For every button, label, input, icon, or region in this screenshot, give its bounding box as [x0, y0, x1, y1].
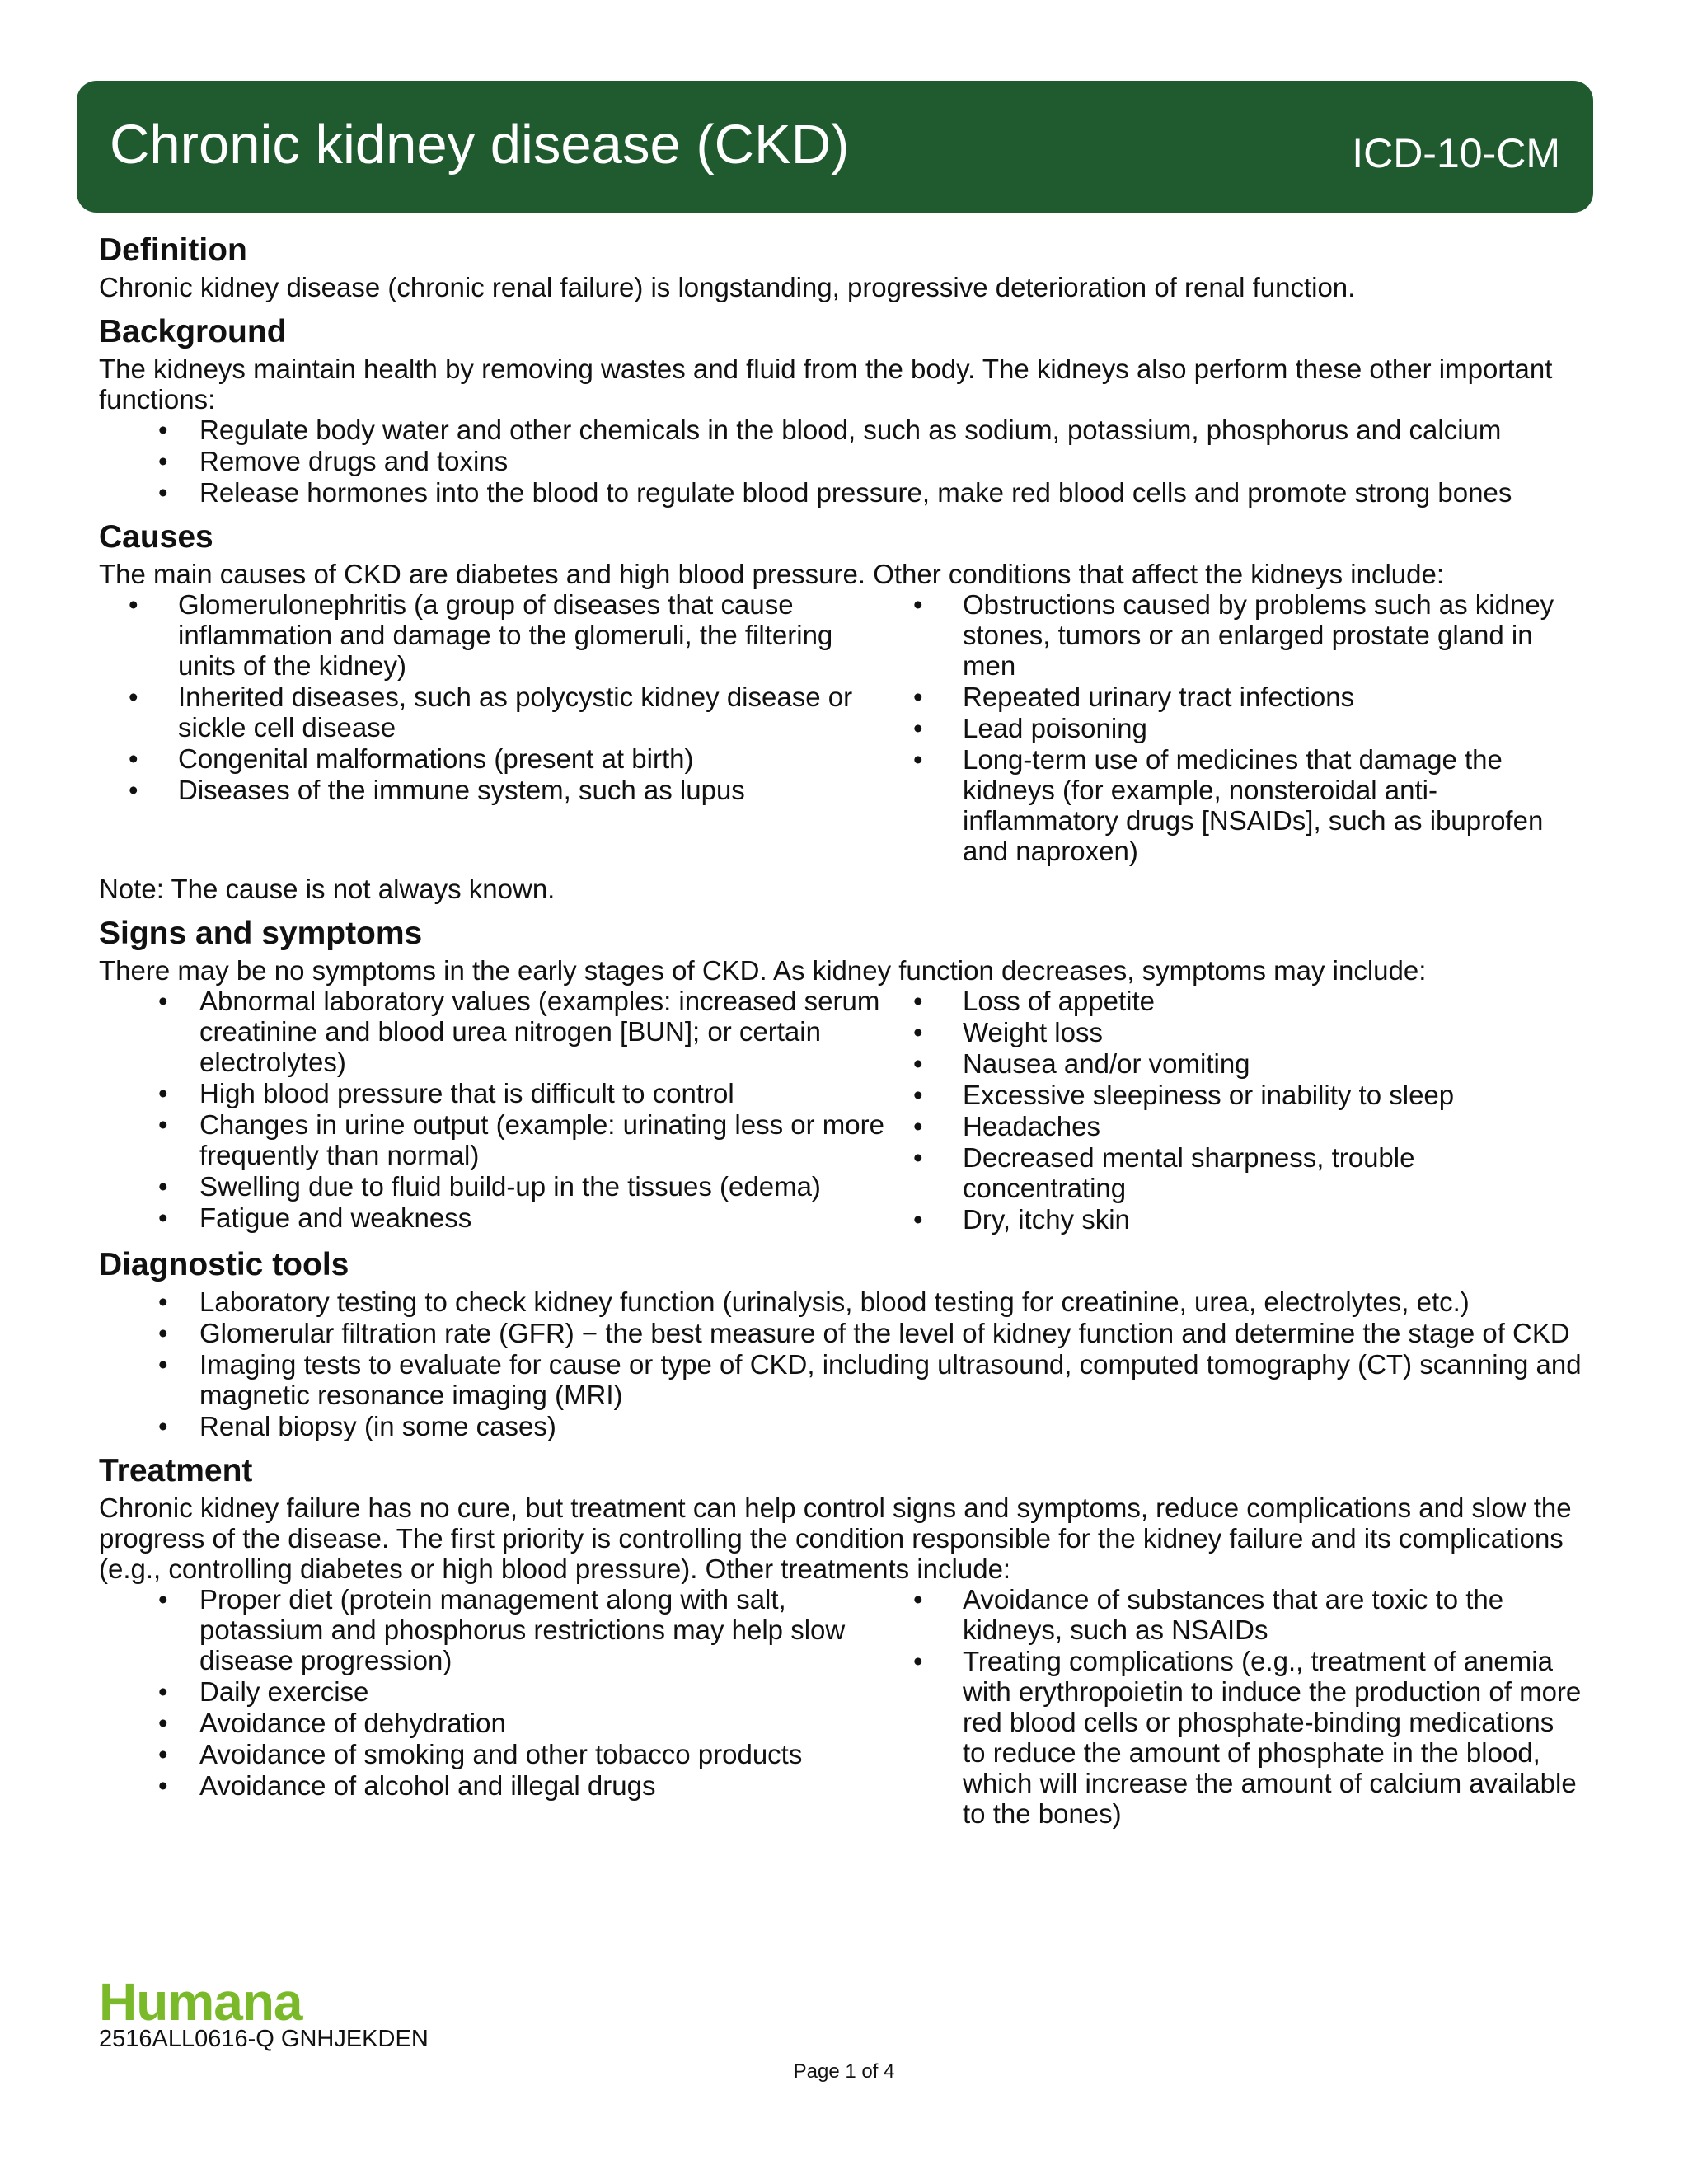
two-column-list — [99, 986, 1582, 1235]
list-item: • Weight loss — [890, 1017, 1582, 1047]
list-item: • Glomerulonephritis (a group of diseases that cause inflammation and damage to the glomeruli, the filtering units of the kidney) — [99, 589, 890, 681]
list-item: • Glomerular filtration rate (GFR) − the best measure of the level of kidney function and determine the stage of CKD — [99, 1318, 1582, 1348]
two-column-list — [99, 1584, 1582, 1830]
causes-section — [99, 518, 1582, 904]
signs-section — [99, 914, 1582, 1235]
list-item: • Inherited diseases, such as polycystic kidney disease or sickle cell disease — [99, 682, 890, 743]
bullet-list — [99, 415, 1582, 508]
list-item: • Swelling due to fluid build-up in the tissues (edema) — [99, 1171, 890, 1202]
list-item: • Proper diet (protein management along with salt, potassium and phosphorus restrictions may help slow disease progression) — [99, 1584, 890, 1675]
definition-section — [99, 231, 1582, 302]
section-heading: Background — [99, 314, 287, 349]
title-banner — [77, 81, 1593, 213]
section-heading: Causes — [99, 519, 213, 555]
bullet-list-right — [890, 1584, 1582, 1830]
list-item: • Imaging tests to evaluate for cause or type of CKD, including ultrasound, computed tomography (CT) scanning and magnetic resonance imaging (MRI) — [99, 1349, 1582, 1410]
list-item: • High blood pressure that is difficult to control — [99, 1078, 890, 1108]
list-item: • Obstructions caused by problems such as kidney stones, tumors or an enlarged prostate gland in men — [890, 589, 1582, 681]
list-item: • Treating complications (e.g., treatment of anemia with erythropoietin to induce the production of more red blood cells or phosphate-binding medications to reduce the amount of phosphate in the blood, which will increase the amount of calcium available to the bones) — [890, 1646, 1582, 1829]
section-heading: Signs and symptoms — [99, 916, 423, 951]
causes-intro: The main causes of CKD are diabetes and high blood pressure. Other conditions that affect the kidneys include: — [99, 559, 1445, 589]
list-item: • Decreased mental sharpness, trouble concentrating — [890, 1142, 1582, 1203]
page-number: Page 1 of 4 — [793, 2060, 895, 2083]
list-item: • Renal biopsy (in some cases) — [99, 1411, 1582, 1441]
signs-intro: There may be no symptoms in the early stages of CKD. As kidney function decreases, symptoms may include: — [99, 955, 1427, 986]
list-item: • Loss of appetite — [890, 986, 1582, 1016]
list-item: • Repeated urinary tract infections — [890, 682, 1582, 712]
section-heading: Definition — [99, 232, 247, 268]
bullet-list-right — [890, 589, 1582, 867]
list-item: • Regulate body water and other chemicals in the blood, such as sodium, potassium, phosphorus and calcium — [99, 415, 1582, 445]
section-heading: Diagnostic tools — [99, 1247, 349, 1282]
bullet-list-left — [99, 1584, 890, 1830]
list-item: • Abnormal laboratory values (examples: increased serum creatinine and blood urea nitrogen [BUN]; or certain electrolytes) — [99, 986, 890, 1077]
list-item: • Nausea and/or vomiting — [890, 1048, 1582, 1079]
list-item: • Remove drugs and toxins — [99, 446, 1582, 476]
background-intro: The kidneys maintain health by removing wastes and fluid from the body. The kidneys also perform these other important functions: — [99, 354, 1553, 415]
diagnostic-section — [99, 1245, 1582, 1441]
page-title: Chronic kidney disease (CKD) — [110, 114, 850, 176]
list-item: • Changes in urine output (example: urinating less or more frequently than normal) — [99, 1109, 890, 1170]
list-item: • Diseases of the immune system, such as lupus — [99, 775, 890, 805]
causes-note: Note: The cause is not always known. — [99, 874, 556, 904]
treatment-section — [99, 1451, 1582, 1830]
section-heading: Treatment — [99, 1453, 253, 1488]
list-item: • Release hormones into the blood to regulate blood pressure, make red blood cells and promote strong bones — [99, 477, 1582, 508]
list-item: • Avoidance of substances that are toxic to the kidneys, such as NSAIDs — [890, 1584, 1582, 1645]
treatment-intro: Chronic kidney failure has no cure, but treatment can help control signs and symptoms, reduce complications and slow the progress of the disease. The first priority is controlling the condition responsible for the kidney failure and its complications (e.g., controlling diabetes or high blood pressure). Other treatments include: — [99, 1493, 1572, 1584]
list-item: • Dry, itchy skin — [890, 1204, 1582, 1235]
list-item: • Lead poisoning — [890, 713, 1582, 743]
list-item: • Avoidance of alcohol and illegal drugs — [99, 1770, 890, 1801]
list-item: • Avoidance of smoking and other tobacco products — [99, 1739, 890, 1769]
bullet-list-left — [99, 986, 890, 1235]
list-item: • Laboratory testing to check kidney function (urinalysis, blood testing for creatinine, urea, electrolytes, etc.) — [99, 1286, 1582, 1317]
document-body — [99, 231, 1582, 1840]
bullet-list — [99, 1286, 1582, 1441]
bullet-list-left — [99, 589, 890, 867]
list-item: • Excessive sleepiness or inability to sleep — [890, 1080, 1582, 1110]
bullet-list-right — [890, 986, 1582, 1235]
two-column-list — [99, 589, 1582, 867]
list-item: • Congenital malformations (present at birth) — [99, 743, 890, 774]
list-item: • Avoidance of dehydration — [99, 1708, 890, 1738]
list-item: • Long-term use of medicines that damage the kidneys (for example, nonsteroidal anti-inflammatory drugs [NSAIDs], such as ibuprofen and naproxen) — [890, 744, 1582, 866]
icd-code-label: ICD-10-CM — [1352, 130, 1560, 176]
list-item: • Headaches — [890, 1111, 1582, 1141]
definition-text: Chronic kidney disease (chronic renal failure) is longstanding, progressive deterioration of renal function. — [99, 272, 1356, 302]
list-item: • Daily exercise — [99, 1676, 890, 1707]
document-code: 2516ALL0616-Q GNHJEKDEN — [99, 2026, 429, 2052]
list-item: • Fatigue and weakness — [99, 1202, 890, 1233]
background-section — [99, 312, 1582, 508]
humana-logo: Humana — [99, 1972, 302, 2032]
